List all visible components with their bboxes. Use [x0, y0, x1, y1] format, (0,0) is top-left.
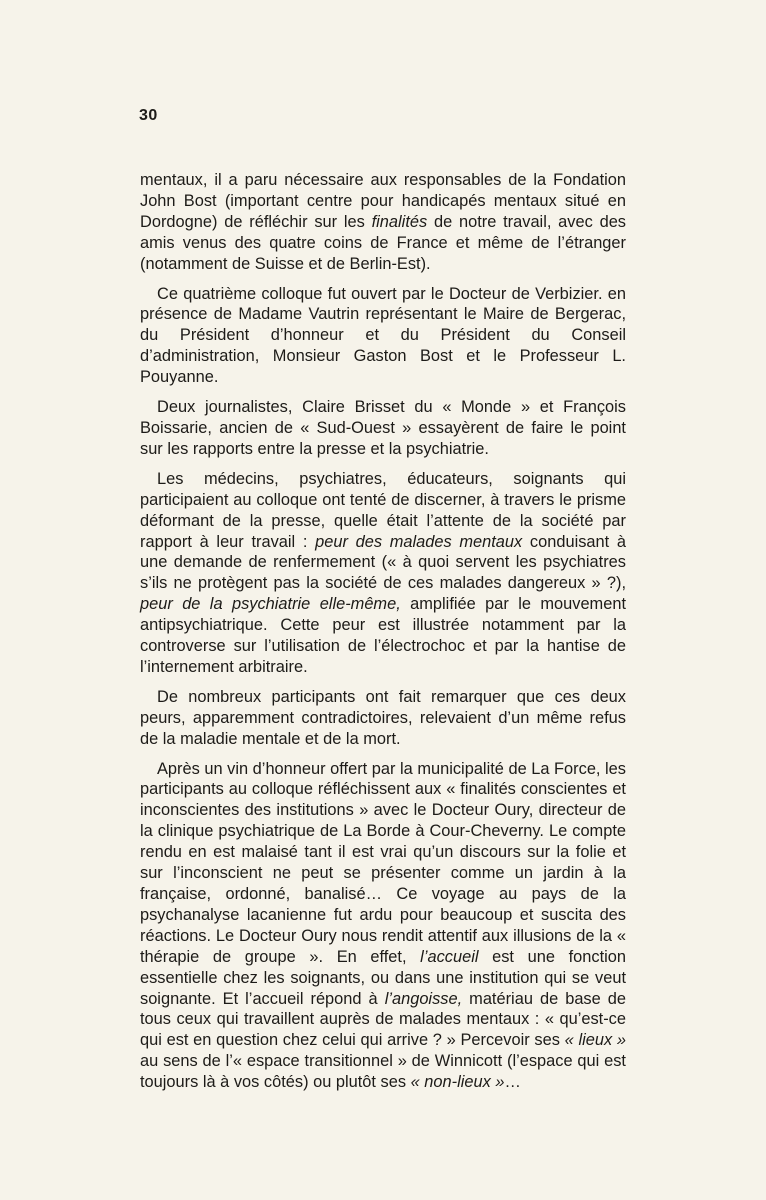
text-span: est une fonction essentielle chez les soignants, ou dans une institution qui se veut soignante. Et l’accueil répond à [140, 947, 626, 1008]
paragraph [140, 397, 626, 460]
page-number: 30 [139, 107, 158, 124]
text-span: … [504, 1073, 521, 1092]
text-span: Les médecins, psychiatres, éducateurs, soignants qui participaient au colloque ont tenté de discerner, à travers le prisme déformant de la presse, quelle était l’attente de la société par rapport à leur travail : [140, 469, 626, 551]
text-span: au sens de l’« espace transitionnel » de Winnicott (l’espace qui est toujours là à vos côtés) ou plutôt ses [140, 1052, 626, 1092]
text-span: Ce quatrième colloque fut ouvert par le Docteur de Verbizier. en présence de Madame Vautrin représentant le Maire de Bergerac, du Président d’honneur et du Président du Conseil d’administration, Monsieur Gaston Bost et le Professeur L. Pouyanne. [140, 284, 626, 387]
body-text [140, 170, 626, 1102]
text-span: matériau de base de tous ceux qui travaillent auprès de malades mentaux : « qu’est-ce qui est en question chez celui qui arrive ? » Percevoir ses [140, 989, 626, 1050]
italic-span: « lieux » [564, 1031, 626, 1050]
text-span: de notre travail, avec des amis venus des quatre coins de France et même de l’étranger (notamment de Suisse et de Berlin-Est). [140, 212, 627, 273]
text-span: mentaux, il a paru nécessaire aux responsables de la Fondation John Bost (important centre pour handicapés mentaux situé en Dordogne) de réfléchir sur les [140, 171, 626, 231]
text-span: amplifiée par le mouvement antipsychiatrique. Cette peur est illustrée notamment par la controverse sur l’utilisation de l’électrochoc et par la hantise de l’internement arbitraire. [140, 595, 626, 676]
italic-span: peur de la psychiatrie elle-même, [140, 595, 401, 614]
paragraph [140, 759, 626, 1094]
paragraph [140, 687, 626, 750]
text-span: De nombreux participants ont fait remarquer que ces deux peurs, apparemment contradictoires, relevaient d’un même refus de la maladie mentale et de la mort. [140, 687, 626, 748]
paragraph [140, 284, 626, 389]
italic-span: peur des malades mentaux [315, 532, 523, 551]
italic-span: « non-lieux » [410, 1073, 505, 1092]
text-span: conduisant à une demande de renfermement (« à quoi servent les psychiatres s’ils ne protègent pas la société de ces malades dangereux » ?), [140, 532, 626, 593]
paragraph [140, 170, 626, 275]
text-span: Deux journalistes, Claire Brisset du « Monde » et François Boissarie, ancien de « Sud-Ouest » essayèrent de faire le point sur les rapports entre la presse et la psychiatrie. [140, 398, 626, 458]
text-span: Après un vin d’honneur offert par la municipalité de La Force, les participants au colloque réfléchissent aux « finalités conscientes et inconscientes des institutions » avec le Docteur Oury, directeur de la clinique psychiatrique de La Borde à Cour-Cheverny. Le compte rendu en est malaisé tant il est vrai qu’un discours sur la folie et sur l’inconscient ne peut se présenter comme un jardin à la française, ordonné, banalisé… Ce voyage au pays de la psychanalyse lacanienne fut ardu pour beaucoup et suscita des réactions. Le Docteur Oury nous rendit attentif aux illusions de la « thérapie de groupe ». En effet, [140, 759, 626, 966]
italic-span: l’angoisse, [384, 989, 463, 1008]
italic-span: finalités [371, 212, 428, 231]
italic-span: l’accueil [420, 947, 479, 966]
paragraph [140, 469, 626, 678]
